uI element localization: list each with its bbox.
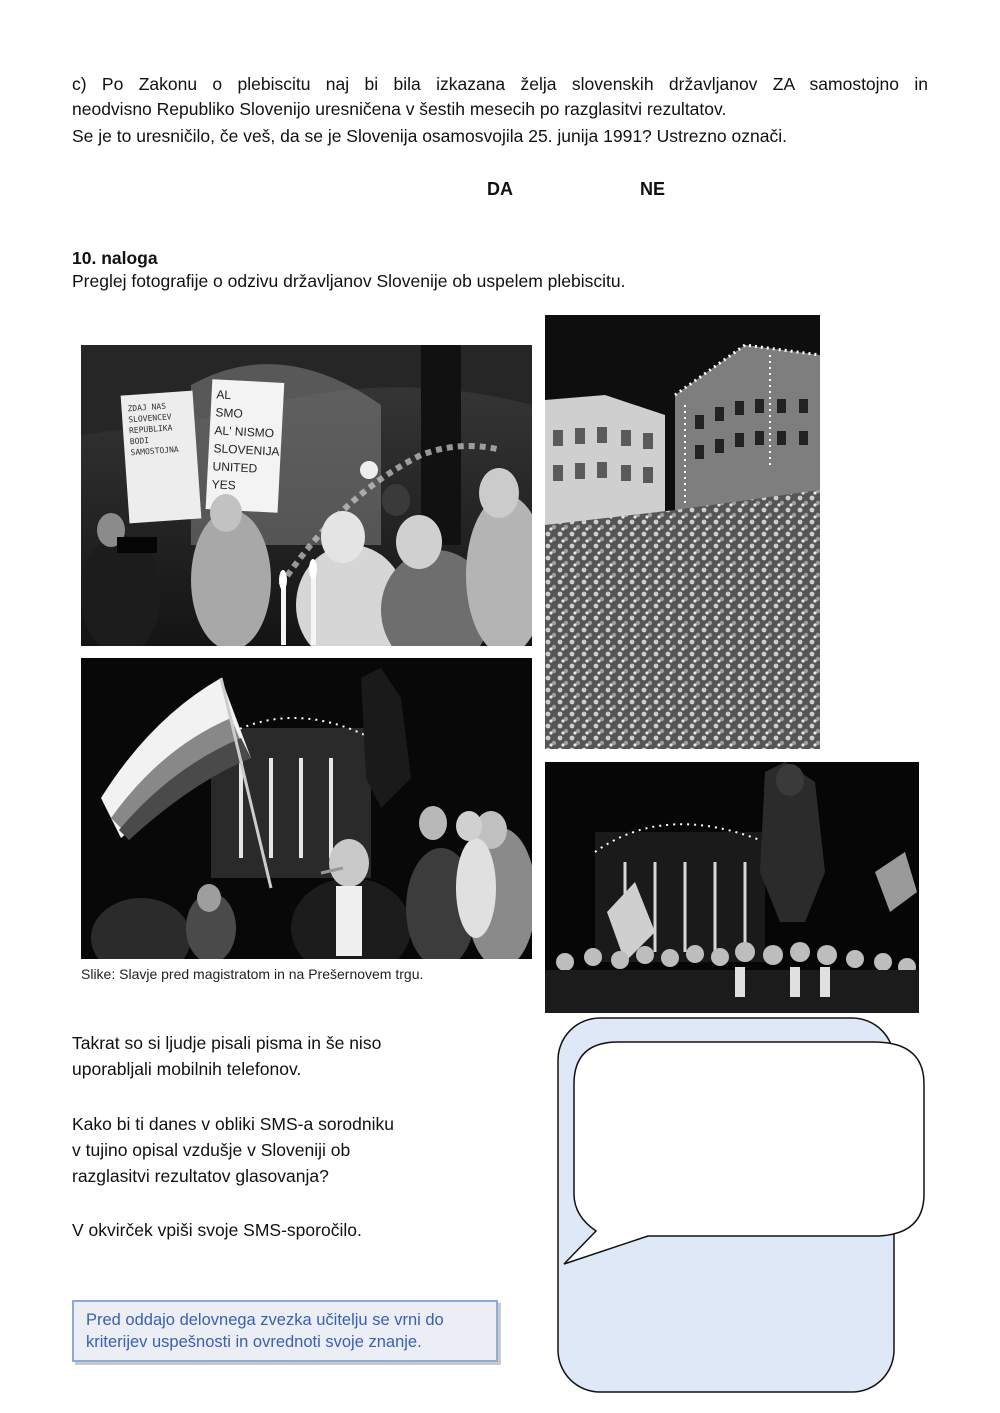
criteria-line: Pred oddajo delovnega zvezka učitelju se vrni do	[86, 1311, 444, 1329]
task-10-instruction: Preglej fotografije o odzivu državljanov Slovenije ob uspelem plebiscitu.	[72, 271, 626, 291]
sign-left-line: SAMOSTOJNA	[130, 444, 179, 458]
text-line: v tujino opisal vzdušje v Sloveniji ob	[72, 1140, 351, 1160]
criteria-note	[72, 1300, 498, 1362]
task-c-line-1: c) Po Zakonu o plebiscitu naj bi bila izkazana želja slovenskih državljanov ZA samostojno in	[72, 74, 928, 94]
text-line: Kako bi ti danes v obliki SMS-a sorodniku	[72, 1114, 394, 1134]
photo-flag-speaker	[81, 658, 532, 959]
photo-protest-signs	[81, 345, 532, 646]
sign-right-line: SMO	[215, 405, 244, 421]
photo-statue-crowd	[545, 762, 919, 1013]
option-ne[interactable]: NE	[640, 179, 666, 199]
sign-right-line: AL	[216, 387, 232, 403]
text-instruction-sms: V okvirček vpiši svoje SMS-sporočilo.	[72, 1220, 362, 1240]
text-line: razglasitvi rezultatov glasovanja?	[72, 1166, 329, 1186]
sign-left-line: BODI	[129, 435, 150, 447]
sign-left-line: SLOVENCEV	[127, 412, 172, 425]
sign-right-line: YES	[211, 477, 237, 493]
option-da[interactable]: DA	[487, 179, 513, 199]
sign-right-line: AL' NISMO	[214, 423, 275, 441]
sign-right-line: SLOVENIJA	[213, 441, 280, 459]
sign-left-line: REPUBLIKA	[128, 423, 173, 436]
task-10-heading: 10. naloga	[72, 248, 158, 268]
sms-input[interactable]	[590, 1052, 914, 1226]
criteria-line: kriterijev uspešnosti in ovrednoti svoje znanje.	[86, 1333, 422, 1351]
photo-crowd-square	[545, 315, 820, 749]
task-c-line-2: neodvisno Republiko Slovenijo uresničena v šestih mesecih po razglasitvi rezultatov.	[72, 99, 727, 119]
sign-right-line: UNITED	[212, 459, 258, 476]
sign-left-line: ZDAJ NAS	[127, 401, 167, 414]
text-line: uporabljali mobilnih telefonov.	[72, 1059, 302, 1079]
photo-caption: Slike: Slavje pred magistratom in na Prešernovem trgu.	[81, 966, 424, 982]
task-c-line-3: Se je to uresničilo, če veš, da se je Slovenija osamosvojila 25. junija 1991? Ustrezno označi.	[72, 126, 787, 146]
text-line: Takrat so si ljudje pisali pisma in še niso	[72, 1033, 382, 1053]
